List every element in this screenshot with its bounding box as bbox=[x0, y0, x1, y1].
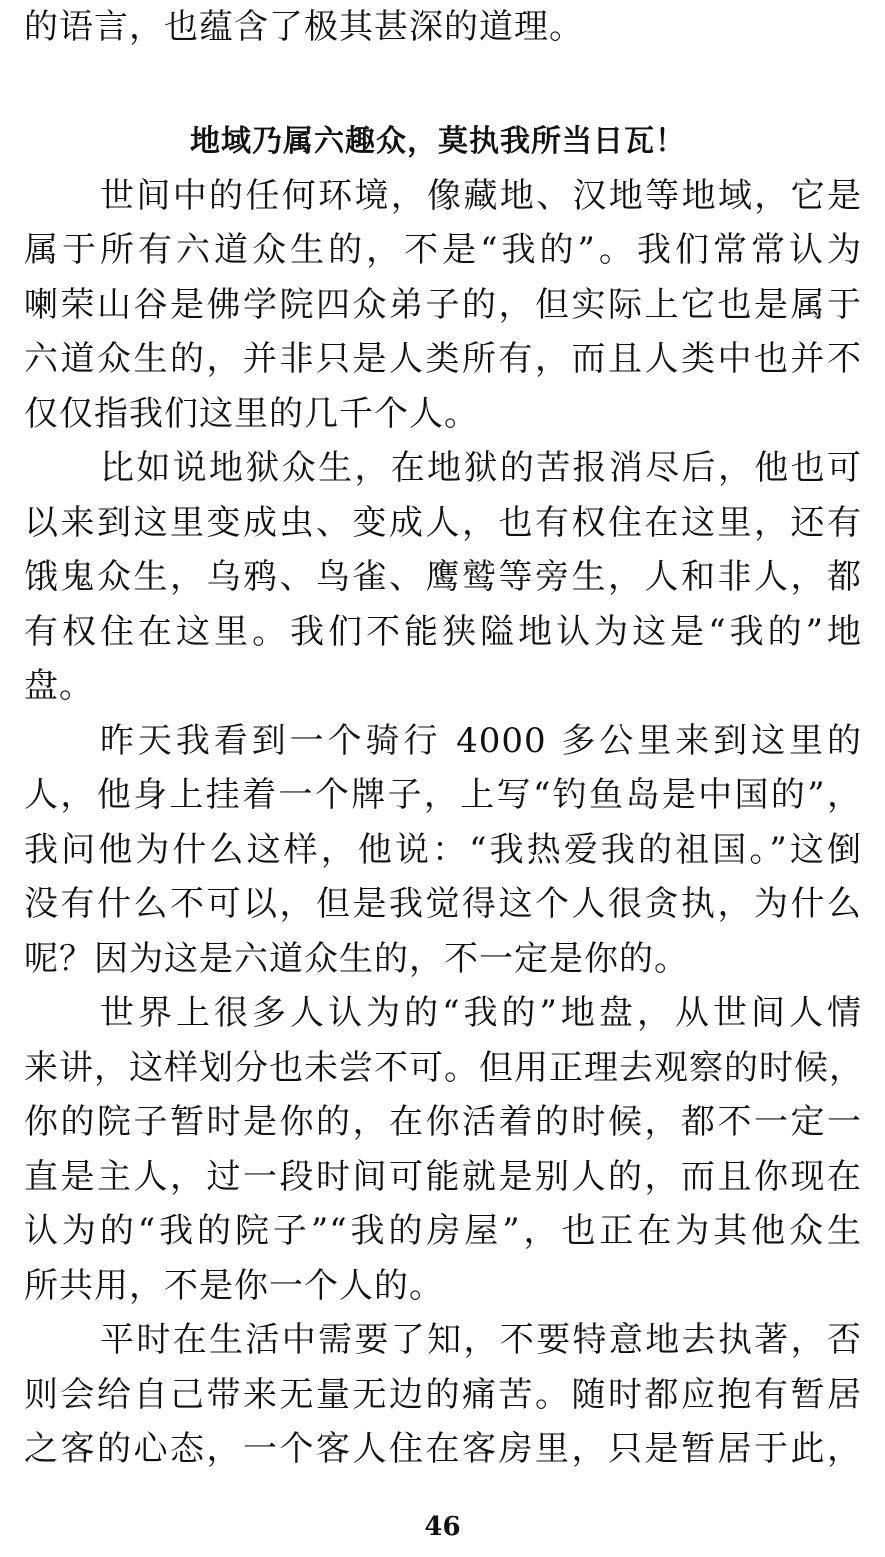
text-line: 认为的“我的院子”“我的房屋”，也正在为其他众生 bbox=[24, 1211, 862, 1251]
text-line: 盘。 bbox=[24, 666, 94, 706]
text-line: 则会给自己带来无量无边的痛苦。随时都应抱有暂居 bbox=[24, 1374, 862, 1415]
text-line: 饿鬼众生，乌鸦、鸟雀、鹰鹫等旁生，人和非人，都 bbox=[24, 557, 862, 597]
text-line: 以来到这里变成虫、变成人，也有权住在这里，还有 bbox=[24, 502, 862, 543]
text-line: 有权住在这里。我们不能狭隘地认为这是“我的”地 bbox=[24, 611, 862, 652]
text-line: 之客的心态，一个客人住在客房里，只是暂居于此， bbox=[24, 1429, 862, 1469]
text-line: 我问他为什么这样，他说：“我热爱我的祖国。”这倒 bbox=[24, 829, 862, 870]
text-line: 仅仅指我们这里的几千个人。 bbox=[24, 393, 479, 434]
text-line: 你的院子暂时是你的，在你活着的时候，都不一定一 bbox=[24, 1102, 862, 1142]
text-line: 比如说地狱众生，在地狱的苦报消尽后，他也可 bbox=[100, 448, 862, 488]
text-line: 呢？因为这是六道众生的，不一定是你的。 bbox=[24, 938, 689, 979]
text-line: 所共用，不是你一个人的。 bbox=[24, 1265, 444, 1306]
text-line: 世界上很多人认为的“我的”地盘，从世间人情 bbox=[100, 993, 862, 1033]
text-line: 直是主人，过一段时间可能就是别人的，而且你现在 bbox=[24, 1156, 862, 1197]
paragraph-gap bbox=[24, 55, 862, 115]
text-line: 的语言，也蕴含了极其甚深的道理。 bbox=[24, 7, 584, 47]
text-line: 来讲，这样划分也未尝不可。但用正理去观察的时候， bbox=[24, 1047, 864, 1088]
text-line: 世间中的任何环境，像藏地、汉地等地域，它是 bbox=[100, 175, 862, 216]
text-line: 人，他身上挂着一个牌子，上写“钓鱼岛是中国的”， bbox=[24, 775, 862, 815]
body-text bbox=[24, 0, 862, 1477]
text-line: 平时在生活中需要了知，不要特意地去执著，否 bbox=[100, 1320, 862, 1360]
text-line: 昨天我看到一个骑行 4000 多公里来到这里的 bbox=[100, 720, 862, 761]
text-line: 属于所有六道众生的，不是“我的”。我们常常认为 bbox=[24, 230, 862, 270]
verse-heading: 地域乃属六趣众，莫执我所当日瓦！ bbox=[190, 123, 686, 159]
text-line: 六道众生的，并非只是人类所有，而且人类中也并不 bbox=[24, 339, 862, 379]
page-number: 46 bbox=[424, 1512, 461, 1542]
text-line: 喇荣山谷是佛学院四众弟子的，但实际上它也是属于 bbox=[24, 284, 862, 325]
text-line: 没有什么不可以，但是我觉得这个人很贪执，为什么 bbox=[24, 884, 862, 924]
